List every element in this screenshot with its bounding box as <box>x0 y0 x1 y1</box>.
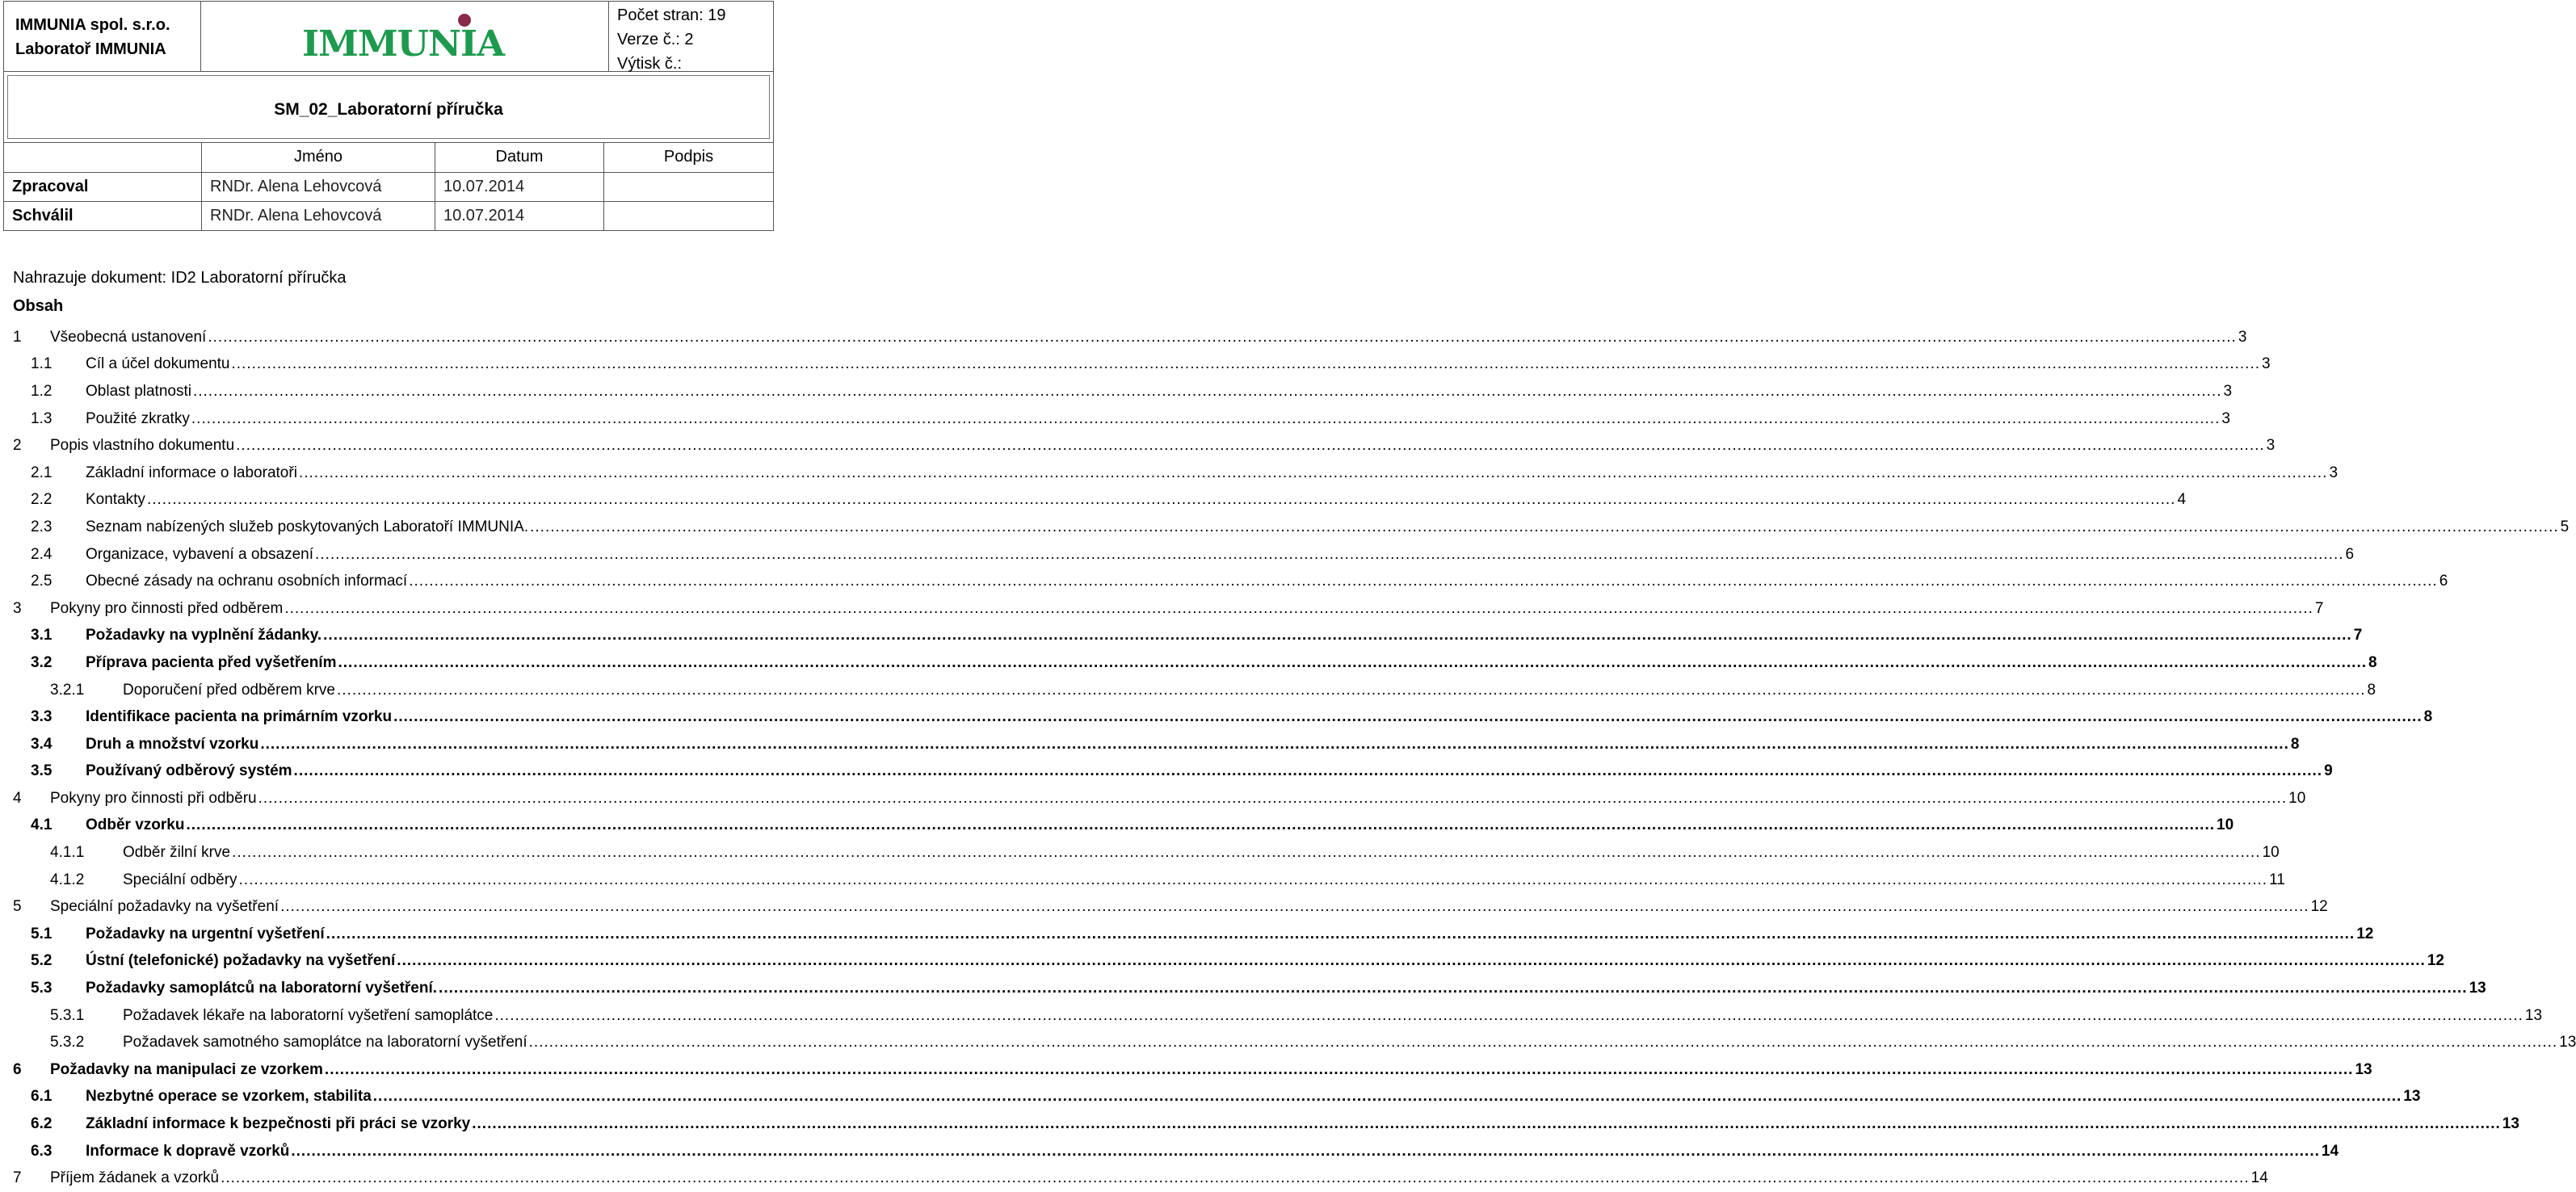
toc-entry-page: 3 <box>2223 382 2233 400</box>
toc-leader-dots: ................................................................................................................................................................................................................................................................................................................................................................................................................ <box>284 599 2313 617</box>
toc-entry-body <box>123 1006 2543 1025</box>
toc-leader-dots: ................................................................................................................................................................................................................................................................................................................................................................................................................ <box>280 898 2309 916</box>
toc-entry-title: Nezbytné operace se vzorkem, stabilita <box>86 1088 372 1106</box>
toc-entry[interactable] <box>0 677 2376 704</box>
toc-entry-title: Pokyny pro činnosti před odběrem <box>50 599 284 617</box>
toc-leader-dots: ................................................................................................................................................................................................................................................................................................................................................................................................................ <box>326 925 2355 942</box>
toc-entry-number: 1 <box>13 328 22 346</box>
toc-entry-number: 1.3 <box>31 409 53 427</box>
toc-entry-page: 5 <box>2560 518 2570 535</box>
toc-entry-title: Cíl a účel dokumentu <box>86 355 230 373</box>
title-box <box>3 72 774 143</box>
toc-entry-page: 14 <box>2250 1169 2268 1187</box>
toc-heading: Obsah <box>13 297 64 315</box>
toc-leader-dots: ................................................................................................................................................................................................................................................................................................................................................................................................................ <box>232 844 2261 862</box>
approval-row <box>4 201 774 230</box>
toc-entry-number: 4.1.1 <box>50 844 85 862</box>
toc-leader-dots: ................................................................................................................................................................................................................................................................................................................................................................................................................ <box>336 681 2366 699</box>
toc-entry-body <box>50 328 2247 346</box>
immunia-logo-graphic <box>300 10 510 65</box>
toc-entry-page: 9 <box>2324 762 2333 780</box>
toc-entry-number: 4 <box>13 789 22 807</box>
toc-entry-title: Požadavky na urgentní vyšetření <box>86 925 325 942</box>
toc-leader-dots: ................................................................................................................................................................................................................................................................................................................................................................................................................ <box>191 409 2221 427</box>
toc-leader-dots: ................................................................................................................................................................................................................................................................................................................................................................................................................ <box>439 980 2468 997</box>
toc-entry-page: 12 <box>2356 925 2374 942</box>
toc-entry-title: Popis vlastního dokumentu <box>50 437 235 455</box>
replaces-note: Nahrazuje dokument: ID2 Laboratorní příručka <box>13 269 347 287</box>
col-name-header: Jméno <box>202 143 435 172</box>
toc-entry-title: Příjem žádanek a vzorků <box>50 1169 220 1187</box>
toc-entry-body <box>123 1034 2576 1051</box>
page-count: Počet stran: 19 <box>617 6 726 24</box>
toc-entry[interactable] <box>0 1056 2372 1084</box>
toc-entry-page: 13 <box>2403 1088 2421 1106</box>
toc-entry-page: 10 <box>2217 816 2234 834</box>
toc-entry-number: 6.3 <box>31 1142 53 1160</box>
toc-entry[interactable] <box>0 378 2233 405</box>
toc-entry-title: Požadavek lékaře na laboratorní vyšetření samoplátce <box>123 1006 494 1024</box>
toc-entry-body <box>86 980 2486 997</box>
lab-name: Laboratoř IMMUNIA <box>15 40 166 58</box>
toc-entry-number: 2.2 <box>31 491 53 509</box>
toc-entry-number: 3.1 <box>31 627 53 644</box>
version: Verze č.: 2 <box>617 31 694 48</box>
toc-entry[interactable] <box>0 839 2280 867</box>
toc-entry-body <box>123 871 2285 889</box>
toc-entry-title: Požadavky na manipulaci ze vzorkem <box>50 1060 323 1078</box>
toc-entry-body <box>86 762 2333 780</box>
toc-entry-number: 2.3 <box>31 518 53 535</box>
toc-leader-dots: ................................................................................................................................................................................................................................................................................................................................................................................................................ <box>494 1006 2523 1024</box>
toc-entry-title: Ústní (telefonické) požadavky na vyšetření <box>86 952 396 970</box>
toc-entry-number: 3.3 <box>31 708 53 726</box>
toc-entry-title: Speciální požadavky na vyšetření <box>50 898 279 916</box>
toc-leader-dots: ................................................................................................................................................................................................................................................................................................................................................................................................................ <box>238 871 2268 888</box>
toc-leader-dots: ................................................................................................................................................................................................................................................................................................................................................................................................................ <box>393 708 2423 726</box>
toc-leader-dots: ................................................................................................................................................................................................................................................................................................................................................................................................................ <box>146 491 2176 509</box>
toc-entry-page: 6 <box>2439 573 2448 590</box>
toc-leader-dots: ................................................................................................................................................................................................................................................................................................................................................................................................................ <box>315 545 2344 563</box>
toc-entry-page: 10 <box>2288 789 2306 807</box>
toc-entry[interactable] <box>0 514 2570 541</box>
toc-entry[interactable] <box>0 649 2377 677</box>
toc-entry-body <box>50 1060 2372 1079</box>
toc-entry[interactable] <box>0 948 2444 976</box>
toc-entry-title: Druh a množství vzorku <box>86 735 259 753</box>
table-of-contents <box>0 324 2576 1192</box>
toc-entry-page: 8 <box>2423 708 2433 726</box>
toc-entry-body <box>86 735 2300 753</box>
toc-entry-title: Identifikace pacienta na primárním vzorku <box>86 708 393 726</box>
toc-entry[interactable] <box>0 541 2355 569</box>
toc-entry-title: Informace k dopravě vzorků <box>86 1142 290 1160</box>
toc-entry-page: 3 <box>2329 464 2339 481</box>
toc-entry-number: 5.3.2 <box>50 1034 85 1051</box>
toc-leader-dots: ................................................................................................................................................................................................................................................................................................................................................................................................................ <box>186 816 2216 834</box>
toc-entry-title: Požadavek samotného samoplátce na laboratorní vyšetření <box>123 1034 527 1051</box>
toc-entry-body <box>86 409 2230 428</box>
toc-entry-body <box>50 789 2306 808</box>
toc-entry-page: 12 <box>2427 952 2444 970</box>
toc-entry[interactable] <box>0 568 2448 595</box>
toc-entry-body <box>86 925 2374 943</box>
toc-entry-number: 3.5 <box>31 762 53 780</box>
toc-leader-dots: ................................................................................................................................................................................................................................................................................................................................................................................................................ <box>528 1034 2558 1051</box>
toc-entry[interactable] <box>0 758 2333 786</box>
toc-leader-dots: ................................................................................................................................................................................................................................................................................................................................................................................................................ <box>372 1088 2402 1106</box>
toc-leader-dots: ................................................................................................................................................................................................................................................................................................................................................................................................................ <box>298 464 2328 481</box>
toc-entry-title: Obecné zásady na ochranu osobních informací <box>86 573 408 590</box>
toc-entry-title: Základní informace k bezpečnosti při práci se vzorky <box>86 1115 471 1133</box>
toc-entry-number: 1.1 <box>31 355 53 373</box>
toc-leader-dots: ................................................................................................................................................................................................................................................................................................................................................................................................................ <box>208 328 2237 346</box>
toc-entry[interactable] <box>0 1029 2576 1056</box>
header-top-row <box>3 1 774 72</box>
toc-entry-title: Doporučení před odběrem krve <box>123 681 335 699</box>
toc-entry-number: 2.4 <box>31 545 53 563</box>
toc-entry-page: 14 <box>2321 1142 2339 1160</box>
logo-text: IMMUNIA <box>302 23 506 65</box>
document-meta <box>609 2 773 71</box>
toc-entry[interactable] <box>0 1110 2519 1138</box>
person-name: RNDr. Alena Lehovcová <box>202 172 435 201</box>
toc-entry-number: 2 <box>13 437 22 455</box>
toc-leader-dots: ................................................................................................................................................................................................................................................................................................................................................................................................................ <box>258 789 2288 807</box>
toc-entry-body <box>50 1169 2268 1187</box>
toc-leader-dots: ................................................................................................................................................................................................................................................................................................................................................................................................................ <box>192 382 2222 400</box>
toc-leader-dots: ................................................................................................................................................................................................................................................................................................................................................................................................................ <box>293 762 2323 780</box>
toc-entry-body <box>123 681 2376 699</box>
toc-entry[interactable] <box>0 731 2300 758</box>
toc-entry[interactable] <box>0 1084 2421 1111</box>
toc-entry-page: 13 <box>2469 980 2486 997</box>
toc-entry-number: 6.1 <box>31 1088 53 1106</box>
copy-number: Výtisk č.: <box>617 55 683 73</box>
person-name: RNDr. Alena Lehovcová <box>202 201 435 230</box>
toc-entry[interactable] <box>0 893 2328 921</box>
toc-leader-dots: ................................................................................................................................................................................................................................................................................................................................................................................................................ <box>338 653 2368 671</box>
document-header <box>3 1 774 233</box>
toc-entry-body <box>86 952 2444 970</box>
toc-entry[interactable] <box>0 351 2271 379</box>
toc-entry[interactable] <box>0 867 2285 894</box>
toc-entry-body <box>86 545 2355 564</box>
toc-entry-body <box>86 491 2187 509</box>
approval-row <box>4 172 774 201</box>
toc-entry-page: 13 <box>2559 1034 2576 1051</box>
date: 10.07.2014 <box>435 201 604 230</box>
toc-entry-title: Kontakty <box>86 491 145 509</box>
toc-entry[interactable] <box>0 405 2230 433</box>
toc-entry-number: 4.1 <box>31 816 53 834</box>
toc-entry-number: 4.1.2 <box>50 871 85 888</box>
toc-entry[interactable] <box>0 1138 2339 1165</box>
toc-leader-dots: ................................................................................................................................................................................................................................................................................................................................................................................................................ <box>236 437 2265 455</box>
role: Schválil <box>4 201 202 230</box>
col-date-header: Datum <box>435 143 604 172</box>
toc-entry[interactable] <box>0 1002 2543 1030</box>
toc-entry-page: 3 <box>2238 328 2247 346</box>
toc-entry-page: 11 <box>2269 871 2285 888</box>
col-sign-header: Podpis <box>604 143 774 172</box>
toc-entry-number: 6 <box>13 1060 22 1078</box>
date: 10.07.2014 <box>435 172 604 201</box>
toc-entry-body <box>86 653 2377 672</box>
approval-table <box>3 143 774 231</box>
approval-header-row <box>4 143 774 172</box>
toc-entry-title: Organizace, vybavení a obsazení <box>86 545 314 563</box>
toc-entry-number: 5 <box>13 898 22 916</box>
document-title: SM_02_Laboratorní příručka <box>7 75 770 139</box>
toc-entry-page: 3 <box>2221 409 2230 427</box>
toc-entry[interactable] <box>0 487 2187 514</box>
toc-entry[interactable] <box>0 975 2486 1002</box>
toc-entry-number: 5.2 <box>31 952 53 970</box>
role: Zpracoval <box>4 172 202 201</box>
signature <box>604 172 774 201</box>
toc-entry[interactable] <box>0 324 2247 351</box>
toc-entry-number: 2.1 <box>31 464 53 481</box>
toc-entry-page: 7 <box>2314 599 2324 617</box>
toc-entry-body <box>86 816 2234 834</box>
toc-entry-title: Požadavky samoplátců na laboratorní vyšetření. <box>86 980 438 997</box>
toc-entry-body <box>86 627 2363 644</box>
toc-entry[interactable] <box>0 595 2324 623</box>
toc-leader-dots: ................................................................................................................................................................................................................................................................................................................................................................................................................ <box>291 1142 2320 1160</box>
toc-entry-page: 4 <box>2177 491 2187 509</box>
toc-entry-page: 7 <box>2353 627 2363 644</box>
toc-entry-body <box>86 518 2570 536</box>
toc-entry[interactable] <box>0 921 2374 948</box>
toc-leader-dots: ................................................................................................................................................................................................................................................................................................................................................................................................................ <box>530 518 2559 535</box>
company-name: IMMUNIA spol. s.r.o. <box>15 16 170 34</box>
toc-entry-page: 13 <box>2524 1006 2543 1024</box>
toc-entry-body <box>86 464 2339 482</box>
toc-entry-number: 3.2 <box>31 653 53 671</box>
immunia-logo <box>201 2 609 71</box>
toc-entry-body <box>86 1142 2339 1161</box>
toc-leader-dots: ................................................................................................................................................................................................................................................................................................................................................................................................................ <box>409 573 2438 590</box>
toc-entry[interactable] <box>0 1165 2268 1192</box>
toc-entry[interactable] <box>0 460 2339 487</box>
company-block <box>4 2 201 71</box>
toc-entry-title: Požadavky na vyplnění žádanky. <box>86 627 322 644</box>
toc-leader-dots: ................................................................................................................................................................................................................................................................................................................................................................................................................ <box>231 355 2261 373</box>
toc-entry-number: 3 <box>13 599 22 617</box>
toc-entry[interactable] <box>0 785 2306 812</box>
toc-entry-body <box>50 437 2276 455</box>
toc-entry-number: 7 <box>13 1169 22 1187</box>
toc-entry-title: Použité zkratky <box>86 409 190 427</box>
toc-leader-dots: ................................................................................................................................................................................................................................................................................................................................................................................................................ <box>397 952 2426 970</box>
toc-entry-number: 1.2 <box>31 382 53 400</box>
toc-entry-title: Používaný odběrový systém <box>86 762 292 780</box>
toc-entry-title: Speciální odběry <box>123 871 237 888</box>
signature <box>604 201 774 230</box>
toc-entry-title: Příprava pacienta před vyšetřením <box>86 653 337 671</box>
toc-leader-dots: ................................................................................................................................................................................................................................................................................................................................................................................................................ <box>260 735 2289 753</box>
toc-entry-page: 12 <box>2310 898 2328 916</box>
toc-entry-page: 3 <box>2266 437 2276 455</box>
toc-entry-number: 5.3 <box>31 980 53 997</box>
toc-entry-page: 6 <box>2345 545 2355 563</box>
toc-entry-page: 8 <box>2368 653 2377 671</box>
toc-entry-body <box>86 708 2433 726</box>
toc-entry-body <box>86 355 2271 373</box>
toc-entry-title: Seznam nabízených služeb poskytovaných Laboratoří IMMUNIA. <box>86 518 529 535</box>
toc-entry-page: 13 <box>2355 1060 2372 1078</box>
toc-entry-number: 6.2 <box>31 1115 53 1133</box>
toc-entry-body <box>50 599 2324 618</box>
toc-leader-dots: ................................................................................................................................................................................................................................................................................................................................................................................................................ <box>221 1169 2250 1187</box>
toc-entry-number: 5.1 <box>31 925 53 942</box>
toc-leader-dots: ................................................................................................................................................................................................................................................................................................................................................................................................................ <box>472 1115 2501 1133</box>
toc-entry-page: 8 <box>2367 681 2376 699</box>
toc-entry-number: 3.4 <box>31 735 53 753</box>
toc-entry-title: Základní informace o laboratoři <box>86 464 297 481</box>
toc-leader-dots: ................................................................................................................................................................................................................................................................................................................................................................................................................ <box>324 1060 2354 1078</box>
toc-entry-body <box>86 573 2448 590</box>
toc-entry-page: 13 <box>2502 1115 2519 1133</box>
toc-entry-page: 10 <box>2262 844 2280 862</box>
toc-entry-body <box>86 1115 2519 1133</box>
toc-entry-number: 5.3.1 <box>50 1006 85 1024</box>
toc-entry-body <box>86 382 2233 401</box>
toc-entry-title: Odběr vzorku <box>86 816 185 834</box>
toc-entry[interactable] <box>0 432 2276 460</box>
toc-entry[interactable] <box>0 812 2234 840</box>
toc-entry-body <box>123 844 2280 862</box>
toc-entry-body <box>86 1088 2421 1106</box>
toc-entry-title: Odběr žilní krve <box>123 844 231 862</box>
toc-entry-title: Pokyny pro činnosti při odběru <box>50 789 257 807</box>
toc-leader-dots: ................................................................................................................................................................................................................................................................................................................................................................................................................ <box>323 627 2352 644</box>
toc-entry-body <box>50 898 2328 916</box>
toc-entry-page: 3 <box>2262 355 2271 373</box>
toc-entry[interactable] <box>0 703 2433 731</box>
toc-entry-title: Všeobecná ustanovení <box>50 328 207 346</box>
toc-entry-number: 3.2.1 <box>50 681 85 699</box>
toc-entry-title: Oblast platnosti <box>86 382 191 400</box>
toc-entry-page: 8 <box>2290 735 2300 753</box>
toc-entry[interactable] <box>0 623 2363 650</box>
toc-entry-number: 2.5 <box>31 573 53 590</box>
